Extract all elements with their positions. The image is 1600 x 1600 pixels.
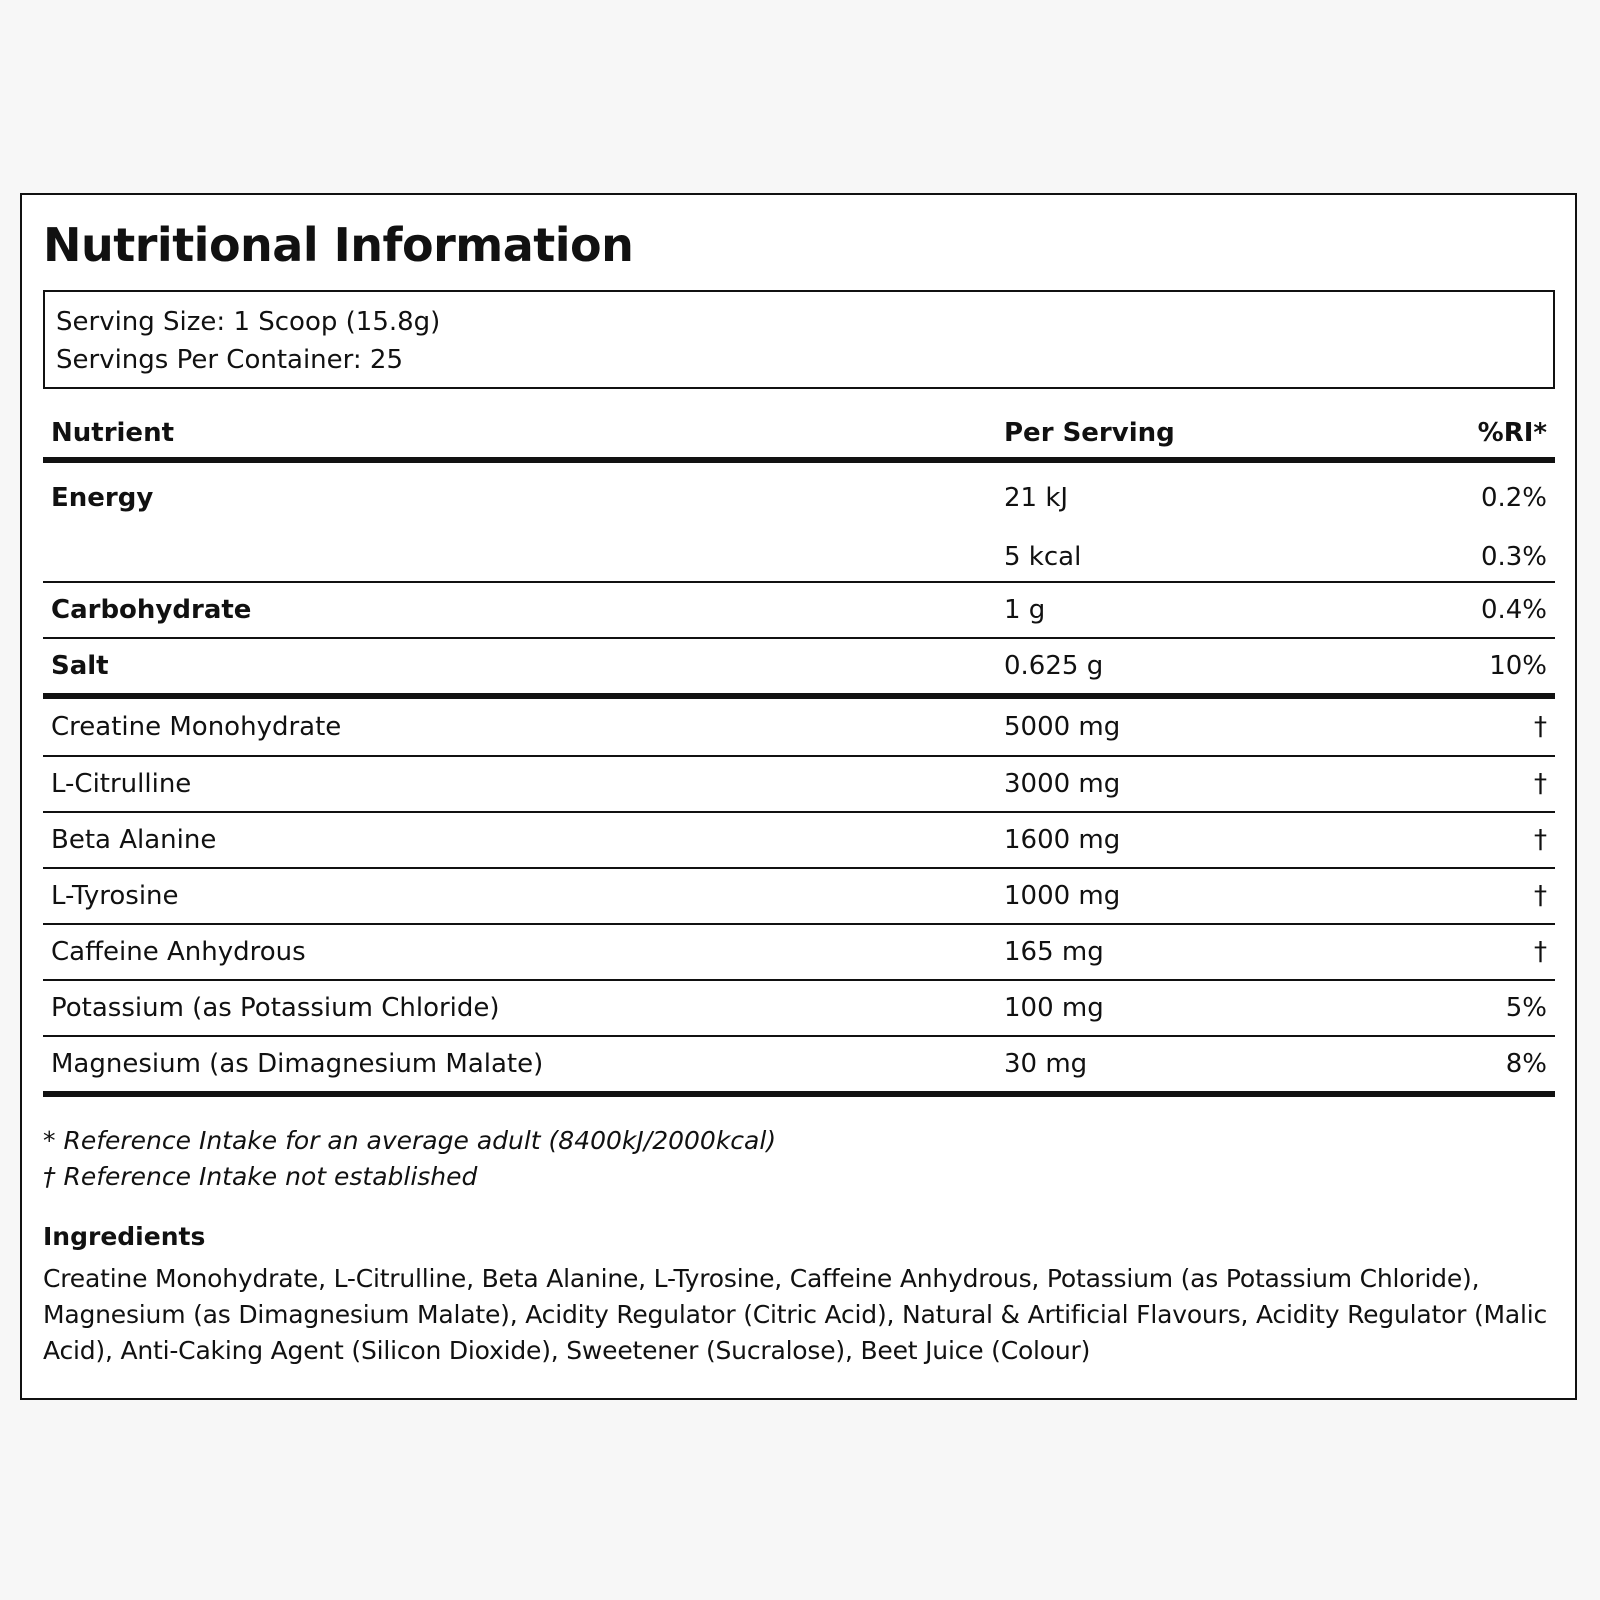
table-row: [43, 924, 1555, 980]
per-serving-value: 30 mg: [996, 1036, 1429, 1094]
nutrient-name: Salt: [43, 638, 996, 696]
table-row: [43, 812, 1555, 868]
per-serving-value: 3000 mg: [996, 756, 1429, 812]
nutrient-name-empty: [43, 533, 996, 582]
nutrient-name: L-Tyrosine: [43, 868, 996, 924]
ri-value: 10%: [1429, 638, 1555, 696]
ri-value: †: [1429, 756, 1555, 812]
nutrient-name: Magnesium (as Dimagnesium Malate): [43, 1036, 996, 1094]
table-row: [43, 756, 1555, 812]
ri-value: †: [1429, 924, 1555, 980]
serving-size: Serving Size: 1 Scoop (15.8g): [56, 307, 441, 337]
per-serving-value: 1 g: [996, 582, 1429, 638]
nutrient-name: Carbohydrate: [43, 582, 996, 638]
table-row-energy-kj: [43, 460, 1555, 533]
nutrient-name: Beta Alanine: [43, 812, 996, 868]
ri-value: †: [1429, 812, 1555, 868]
ri-value: 0.2%: [1480, 483, 1547, 513]
nutrient-name: Energy: [51, 483, 154, 513]
ri-value: 0.3%: [1429, 533, 1555, 582]
page-title: Nutritional Information: [43, 218, 634, 272]
servings-per-container: Servings Per Container: 25: [56, 345, 404, 375]
nutrient-name: Caffeine Anhydrous: [43, 924, 996, 980]
per-serving-value: 1000 mg: [996, 868, 1429, 924]
ingredients-heading: Ingredients: [43, 1222, 206, 1251]
nutrition-panel: [20, 193, 1577, 1400]
per-serving-value: 0.625 g: [996, 638, 1429, 696]
per-serving-value: 5 kcal: [996, 533, 1429, 582]
per-serving-value: 100 mg: [996, 980, 1429, 1036]
nutrient-name: L-Citrulline: [43, 756, 996, 812]
ri-value: 8%: [1429, 1036, 1555, 1094]
table-header-row: [43, 409, 1555, 460]
table-row: [43, 696, 1555, 756]
ri-value: 5%: [1429, 980, 1555, 1036]
footnote-dagger: † Reference Intake not established: [43, 1162, 478, 1191]
per-serving-value: 5000 mg: [996, 696, 1429, 756]
footnote-ri: * Reference Intake for an average adult (8400kJ/2000kcal): [43, 1126, 777, 1155]
ri-value: †: [1429, 696, 1555, 756]
table-row-salt: [43, 638, 1555, 696]
footnotes: [43, 1123, 1555, 1195]
table-row-carbohydrate: [43, 582, 1555, 638]
table-row-energy-kcal: [43, 533, 1555, 582]
header-nutrient: Nutrient: [43, 409, 996, 460]
ri-value: 0.4%: [1429, 582, 1555, 638]
nutrient-name: Potassium (as Potassium Chloride): [43, 980, 996, 1036]
header-per-serving: Per Serving: [996, 409, 1429, 460]
nutrition-table: [43, 409, 1555, 1097]
header-ri: %RI*: [1429, 409, 1555, 460]
serving-info-box: [43, 290, 1555, 389]
table-row: [43, 980, 1555, 1036]
table-row: [43, 868, 1555, 924]
per-serving-value: 21 kJ: [1004, 483, 1069, 513]
per-serving-value: 165 mg: [996, 924, 1429, 980]
nutrient-name: Creatine Monohydrate: [43, 696, 996, 756]
ingredients-list: Creatine Monohydrate, L-Citrulline, Beta Alanine, L-Tyrosine, Caffeine Anhydrous, Potassium (as Potassium Chloride), Magnesium (as Dimagnesium Malate), Acidity Regulator (Citric Acid), Natural & Artificial Flavours, Acidity Regulator (Malic Acid), Anti-Caking Agent (Silicon Dioxide), Sweetener (Sucralose), Beet Juice (Colour): [43, 1264, 1548, 1365]
ri-value: †: [1429, 868, 1555, 924]
per-serving-value: 1600 mg: [996, 812, 1429, 868]
table-row: [43, 1036, 1555, 1094]
